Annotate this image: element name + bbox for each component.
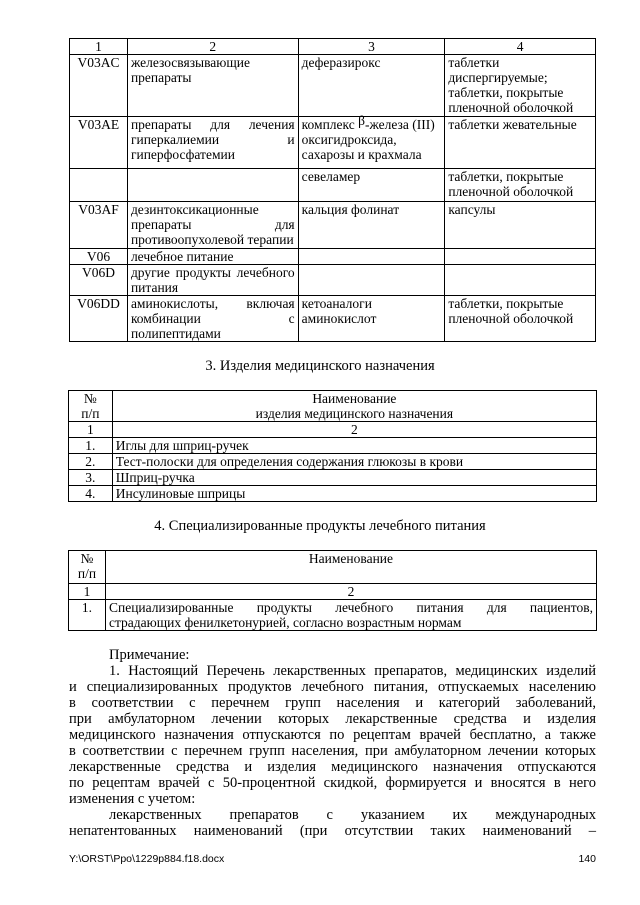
drug-group: дезинтоксикационные препараты для противоопухолевой терапии (127, 202, 298, 249)
header-cell: 2 (127, 39, 298, 55)
item-name: Иглы для шприц-ручек (112, 438, 596, 454)
header-cell: 2 (112, 422, 596, 438)
atc-code: V06 (70, 249, 128, 265)
name-header-line1: Наименование (312, 391, 397, 406)
item-name: Тест-полоски для определения содержания глюкозы в крови (112, 454, 596, 470)
table-row (69, 470, 597, 486)
item-number: 2. (69, 454, 113, 470)
drug-group: препараты для лечения гиперкалиемии и гиперфосфатемии (127, 117, 298, 169)
section-title: 4. Специализированные продукты лечебного питания (154, 518, 486, 534)
header-cell: 4 (445, 39, 596, 55)
table-row (70, 265, 596, 296)
note-line: лекарственных препаратов с указанием их международных (109, 807, 596, 823)
table-header-row (69, 391, 597, 422)
substance: севеламер (298, 169, 445, 202)
table-row (70, 249, 596, 265)
item-number: 1. (69, 438, 113, 454)
dosage-form: таблетки диспергируемые; таблетки, покрытые пленочной оболочкой (445, 55, 596, 117)
section-title: 3. Изделия медицинского назначения (205, 358, 435, 374)
drug-table (69, 38, 596, 342)
atc-code: V06DD (70, 296, 128, 342)
atc-code: V03AE (70, 117, 128, 169)
dosage-form: капсулы (445, 202, 596, 249)
header-cell: 3 (298, 39, 445, 55)
substance-part2: -железа (III) оксигидроксида, сахарозы и крахмала (301, 117, 435, 162)
dosage-form (445, 265, 596, 296)
substance: кетоаналоги аминокислот (298, 296, 445, 342)
beta-symbol: β (358, 113, 365, 128)
header-cell: 1 (69, 584, 106, 600)
dosage-form: таблетки, покрытые пленочной оболочкой (445, 169, 596, 202)
atc-code: V03AF (70, 202, 128, 249)
table-row (69, 438, 597, 454)
item-name: Инсулиновые шприцы (112, 486, 596, 502)
dosage-form: таблетки, покрытые пленочной оболочкой (445, 296, 596, 342)
drug-group: другие продукты лечебного питания (127, 265, 298, 296)
table-row (69, 454, 597, 470)
table-header-row (69, 551, 597, 584)
table-row (70, 296, 596, 342)
atc-code: V06D (70, 265, 128, 296)
nutrition-products-table (68, 550, 597, 631)
note-line: изменения с учетом: (69, 791, 196, 807)
table-row (69, 486, 597, 502)
atc-code: V03AC (70, 55, 128, 117)
dosage-form (445, 249, 596, 265)
substance (298, 249, 445, 265)
name-header (112, 391, 596, 422)
item-line: Специализированные продукты лечебного питания для пациентов, (108, 600, 593, 615)
note-line: медицинского назначения отпускаются по рецептам врачей бесплатно, а также (69, 727, 596, 743)
header-cell: 1 (69, 422, 113, 438)
header-cell: 1 (70, 39, 128, 55)
table-number-row (69, 422, 597, 438)
note-heading: Примечание: (109, 647, 190, 663)
table-header-row (70, 39, 596, 55)
drug-group: аминокислоты, включая комбинации с полипептидами (127, 296, 298, 342)
note-line: 1. Настоящий Перечень лекарственных препаратов, медицинских изделий (109, 663, 596, 679)
substance (298, 113, 445, 169)
note-line: в соответствии с перечнем групп населения и категорий заболеваний, (69, 695, 596, 711)
number-header-text: № п/п (81, 391, 100, 421)
drug-group: железосвязывающие препараты (127, 55, 298, 117)
item-number: 3. (69, 470, 113, 486)
note-line: и специализированных продуктов лечебного питания, отпускаемых населению (69, 679, 596, 695)
number-header (69, 391, 113, 422)
table-row (70, 117, 596, 169)
drug-group (127, 169, 298, 202)
item-name (105, 600, 596, 631)
drug-group: лечебное питание (127, 249, 298, 265)
dosage-form: таблетки жевательные (445, 117, 596, 169)
atc-code (70, 169, 128, 202)
note-line: в соответствии с перечнем групп населения, при амбулаторном лечении которых (69, 743, 596, 759)
note-line: по рецептам врачей с 50-процентной скидкой, формируется и вносятся в него (69, 775, 596, 791)
substance (298, 265, 445, 296)
name-header-line2: изделия медицинского назначения (255, 406, 454, 421)
number-header (69, 551, 106, 584)
table-row (70, 55, 596, 117)
footer-file-path: Y:\ORST\Ppo\1229p884.f18.docx (69, 853, 225, 865)
substance: деферазирокс (298, 55, 445, 117)
name-header: Наименование (105, 551, 596, 584)
medical-devices-table (68, 390, 597, 502)
table-row (69, 600, 597, 631)
note-line: непатентованных наименований (при отсутствии таких наименований – (69, 823, 596, 839)
table-row (70, 202, 596, 249)
substance: кальция фолинат (298, 202, 445, 249)
header-cell: 2 (105, 584, 596, 600)
number-header-text: № п/п (77, 551, 97, 581)
item-name: Шприц-ручка (112, 470, 596, 486)
table-number-row (69, 584, 597, 600)
note-line: при амбулаторном лечении которых лекарственные средства и изделия (69, 711, 596, 727)
item-line: страдающих фенилкетонурией, согласно возрастным нормам (108, 615, 462, 630)
footer-page-number: 140 (578, 853, 596, 865)
table-row (70, 169, 596, 202)
item-number: 4. (69, 486, 113, 502)
substance-part1: комплекс (301, 117, 355, 132)
item-number: 1. (69, 600, 106, 631)
note-line: лекарственные средства и изделия медицинского назначения отпускаются (69, 759, 596, 775)
